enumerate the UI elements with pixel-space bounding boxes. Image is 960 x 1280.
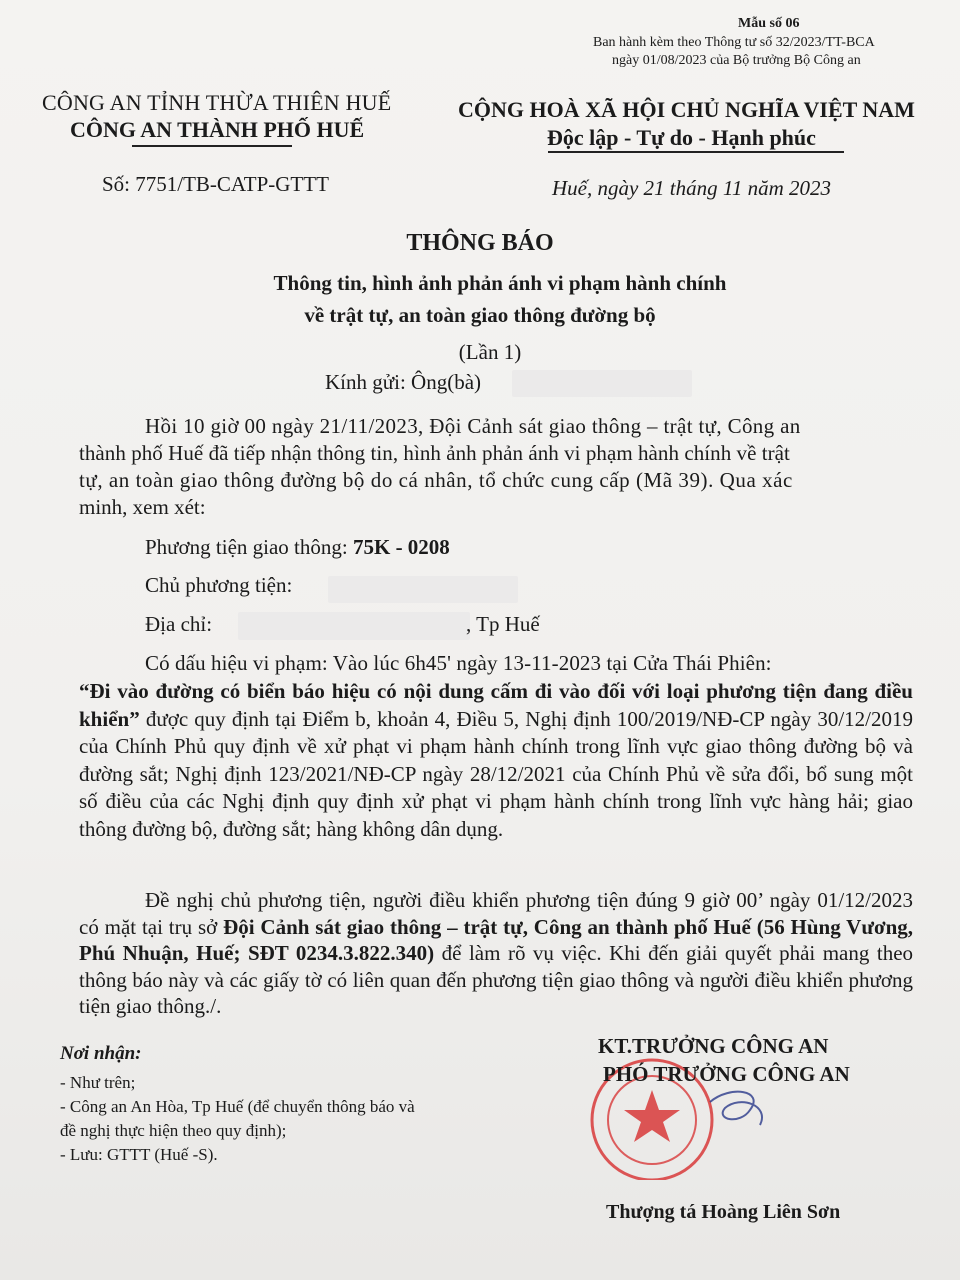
- vehicle-label: Phương tiện giao thông:: [145, 535, 348, 559]
- notice-title: THÔNG BÁO: [406, 230, 554, 256]
- place-date: Huế, ngày 21 tháng 11 năm 2023: [552, 176, 831, 200]
- recipient-item: đề nghị thực hiện theo quy định);: [60, 1121, 287, 1140]
- signature-scribble: [710, 1092, 762, 1125]
- notice-subtitle-2: về trật tự, an toàn giao thông đường bộ: [304, 303, 656, 327]
- signature-title-1: KT.TRƯỞNG CÔNG AN: [598, 1034, 829, 1058]
- org-underline: [132, 145, 292, 147]
- vehicle-plate: 75K - 0208: [352, 535, 450, 559]
- request-bold: Đội Cảnh sát giao thông – trật tự, Công an thành phố Huế (56 Hùng Vương, Phú Nhuận, Huế; SĐT 0234.3.822.340): [79, 914, 914, 965]
- address-label: Địa chỉ:: [145, 612, 213, 636]
- signature-title-2: PHÓ TRƯỞNG CÔNG AN: [603, 1062, 850, 1086]
- request-part-2: để làm rõ vụ việc. Khi đến giải quyết phải mang theo thông báo này và các giấy tờ có liên quan đến phương tiện giao thông và người điều khiển phương tiện giao thông./.: [79, 941, 914, 1018]
- owner-label: Chủ phương tiện:: [145, 573, 293, 597]
- violation-bold: “Đi vào đường có biển báo hiệu có nội dung cấm đi vào đối với loại phương tiện đang điều khiển”: [79, 679, 913, 731]
- recipient-item: - Lưu: GTTT (Huế -S).: [60, 1145, 218, 1164]
- violation-rest: được quy định tại Điểm b, khoản 4, Điều 5, Nghị định 100/2019/NĐ-CP ngày 30/12/2019 của Chính Phủ quy định về xử phạt vi phạm hành chính trong lĩnh vực giao thông đường bộ và đường sắt; Nghị định 123/2021/NĐ-CP ngày 28/12/2021 của Chính Phủ về sửa đổi, bổ sung một số điều của các Nghị định quy định xử phạt vi phạm hành chính trong lĩnh vực hàng hải; giao thông đường bộ, đường sắt; hàng không dân dụng.: [79, 706, 914, 841]
- address-tail: , Tp Huế: [466, 612, 540, 636]
- star-icon: [624, 1090, 680, 1142]
- intro-line-4: minh, xem xét:: [79, 495, 206, 519]
- redacted-owner: [328, 576, 518, 603]
- intro-line-3: tự, an toàn giao thông đường bộ do cá nhân, tổ chức cung cấp (Mã 39). Qua xác: [79, 468, 793, 492]
- recipient-item: - Như trên;: [60, 1073, 136, 1092]
- redacted-address: [238, 612, 470, 640]
- violation-line-1: Có dấu hiệu vi phạm: Vào lúc 6h45' ngày 13-11-2023 tại Cửa Thái Phiên:: [145, 651, 772, 675]
- org-name: CÔNG AN THÀNH PHỐ HUẾ: [70, 117, 365, 142]
- form-issued-line2: ngày 01/08/2023 của Bộ trưởng Bộ Công an: [612, 53, 861, 68]
- request-text: [79, 887, 913, 1020]
- recipients-title: Nơi nhận:: [60, 1043, 142, 1064]
- notice-time: (Lần 1): [458, 340, 522, 364]
- recipient-item: - Công an An Hòa, Tp Huế (để chuyển thông báo và: [60, 1097, 415, 1116]
- form-issued-line1: Ban hành kèm theo Thông tư số 32/2023/TT-BCA: [593, 35, 875, 50]
- nation-title: CỘNG HOÀ XÃ HỘI CHỦ NGHĨA VIỆT NAM: [458, 97, 915, 122]
- intro-line-2: thành phố Huế đã tiếp nhận thông tin, hình ảnh phản ánh vi phạm hành chính về trật: [79, 441, 790, 465]
- violation-text: [79, 678, 913, 843]
- vehicle-row: [145, 535, 450, 560]
- redacted-recipient: [512, 370, 692, 397]
- request-part-1: Đề nghị chủ phương tiện, người điều khiển phương tiện đúng 9 giờ 00’ ngày 01/12/2023 có mặt tại trụ sở: [79, 888, 913, 939]
- org-parent: CÔNG AN TỈNH THỪA THIÊN HUẾ: [42, 90, 392, 115]
- motto-underline: [548, 151, 844, 153]
- signer-name: Thượng tá Hoàng Liên Sơn: [606, 1201, 841, 1223]
- intro-line-1: Hồi 10 giờ 00 ngày 21/11/2023, Đội Cảnh sát giao thông – trật tự, Công an: [145, 414, 801, 438]
- motto: Độc lập - Tự do - Hạnh phúc: [547, 125, 816, 150]
- form-number: Mẫu số 06: [738, 16, 800, 31]
- doc-number: Số: 7751/TB-CATP-GTTT: [102, 172, 329, 196]
- recipient-label: Kính gửi: Ông(bà): [325, 370, 482, 394]
- notice-subtitle-1: Thông tin, hình ảnh phản ánh vi phạm hành chính: [273, 271, 727, 295]
